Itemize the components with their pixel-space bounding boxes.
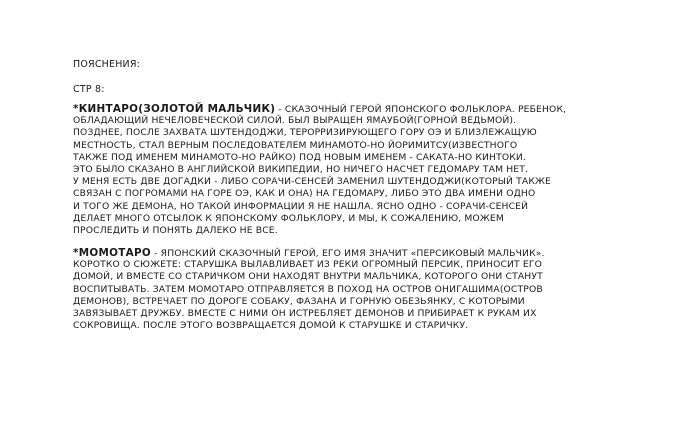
entry-line: ДОМОЙ, И ВМЕСТЕ СО СТАРИЧКОМ ОНИ НАХОДЯТ ВНУТРИ МАЛЬЧИКА, КОТОРОГО ОНИ СТАНУТ	[73, 271, 543, 283]
entry-line: МЕСТНОСТЬ, СТАЛ ВЕРНЫМ ПОСЛЕДОВАТЕЛЕМ МИНАМОТО-НО ЙОРИМИТСУ(ИЗВЕСТНОГО	[73, 139, 518, 151]
entry-kintaro	[73, 103, 633, 237]
entry-line: ДЕЛАЕТ МНОГО ОТСЫЛОК К ЯПОНСКОМУ ФОЛЬКЛОРУ, И МЫ, К СОЖАЛЕНИЮ, МОЖЕМ	[73, 212, 504, 224]
entry-line: ЗАВЯЗЫВАЕТ ДРУЖБУ. ВМЕСТЕ С НИМИ ОН ИСТРЕБЛЯЕТ ДЕМОНОВ И ПРИБИРАЕТ К РУКАМ ИХ	[73, 307, 537, 319]
entry-momotaro	[73, 247, 633, 332]
entry-line: ЭТО БЫЛО СКАЗАНО В АНГЛИЙСКОЙ ВИКИПЕДИИ, НО НИЧЕГО НАСЧЕТ ГЕДОМАРУ ТАМ НЕТ.	[73, 163, 529, 175]
entry-first-line	[73, 247, 633, 259]
entry-line: ПОЗДНЕЕ, ПОСЛЕ ЗАХВАТА ШУТЕНДОДЖИ, ТЕРОРРИЗИРУЮЩЕГО ГОРУ ОЭ И БЛИЗЛЕЖАЩУЮ	[73, 127, 537, 139]
entry-line: КОРОТКО О СЮЖЕТЕ: СТАРУШКА ВЫЛАВЛИВАЕТ ИЗ РЕКИ ОГРОМНЫЙ ПЕРСИК, ПРИНОСИТ ЕГО	[73, 259, 542, 271]
entry-line: ДЕМОНОВ), ВСТРЕЧАЕТ ПО ДОРОГЕ СОБАКУ, ФАЗАНА И ГОРНУЮ ОБЕЗЬЯНКУ, С КОТОРЫМИ	[73, 295, 525, 307]
entry-line: СОКРОВИЩА. ПОСЛЕ ЭТОГО ВОЗВРАЩАЕТСЯ ДОМОЙ К СТАРУШКЕ И СТАРИЧКУ.	[73, 320, 469, 332]
page-reference: СТР 8:	[73, 84, 105, 95]
entry-line: СВЯЗАН С ПОГРОМАМИ НА ГОРЕ ОЭ, КАК И ОНА) НА ГЕДОМАРУ, ЛИБО ЭТО ДВА ИМЕНИ ОДНО	[73, 188, 536, 200]
entry-term: *КИНТАРО(ЗОЛОТОЙ МАЛЬЧИК)	[73, 103, 276, 115]
entry-text: - ЯПОНСКИЙ СКАЗОЧНЫЙ ГЕРОЙ, ЕГО ИМЯ ЗНАЧИТ «ПЕРСИКОВЫЙ МАЛЬЧИК».	[151, 248, 545, 259]
entry-text: - СКАЗОЧНЫЙ ГЕРОЙ ЯПОНСКОГО ФОЛЬКЛОРА. РЕБЕНОК,	[275, 104, 567, 115]
entry-line: ВОСПИТЫВАТЬ. ЗАТЕМ МОМОТАРО ОТПРАВЛЯЕТСЯ В ПОХОД НА ОСТРОВ ОНИГАШИМА(ОСТРОВ	[73, 283, 543, 295]
entry-term: *МОМОТАРО	[73, 247, 152, 259]
entry-line: ОБЛАДАЮЩИЙ НЕЧЕЛОВЕЧЕСКОЙ СИЛОЙ. БЫЛ ВЫРАЩЕН ЯМАУБОЙ(ГОРНОЙ ВЕДЬМОЙ).	[73, 115, 517, 127]
notes-title: ПОЯСНЕНИЯ:	[73, 59, 141, 70]
entry-line: И ТОГО ЖЕ ДЕМОНА, НО ТАКОЙ ИНФОРМАЦИИ Я НЕ НАШЛА. ЯСНО ОДНО - СОРАЧИ-СЕНСЕЙ	[73, 200, 529, 212]
entry-line: У МЕНЯ ЕСТЬ ДВЕ ДОГАДКИ - ЛИБО СОРАЧИ-СЕНСЕЙ ЗАМЕНИЛ ШУТЕНДОДЖИ(КОТОРЫЙ ТАКЖЕ	[73, 176, 552, 188]
entry-line: ТАКЖЕ ПОД ИМЕНЕМ МИНАМОТО-НО РАЙКО) ПОД НОВЫМ ИМЕНЕМ - САКАТА-НО КИНТОКИ.	[73, 151, 527, 163]
entry-first-line	[73, 103, 633, 115]
entry-line: ПРОСЛЕДИТЬ И ПОНЯТЬ ДАЛЕКО НЕ ВСЕ.	[73, 224, 278, 236]
